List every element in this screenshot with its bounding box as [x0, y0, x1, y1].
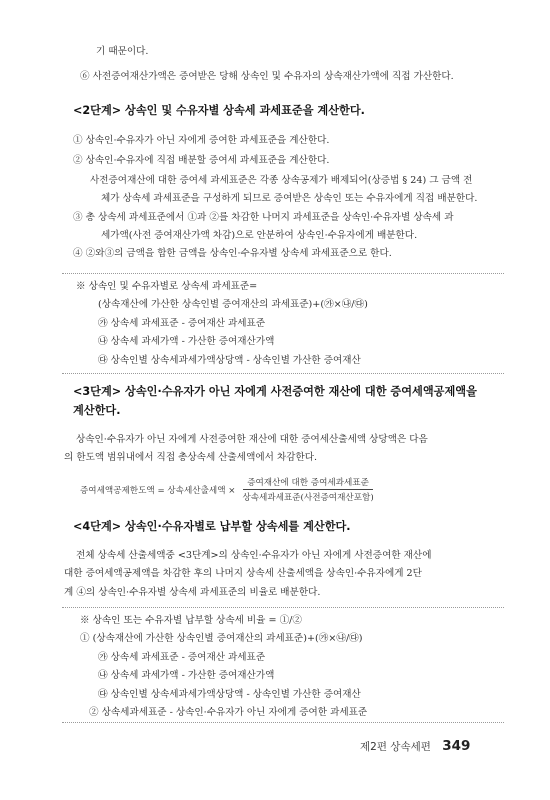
note-line: ㉮ 상속세 과세표준 - 증여재산 과세표준 [98, 318, 266, 329]
note-line: ㉮ 상속세 과세표준 - 증여재산 과세표준 [98, 652, 266, 663]
note-line: ㉰ 상속인별 상속세과세가액상당액 - 상속인별 가산한 증여재산 [98, 355, 361, 366]
section-heading-step3-cont: 계산한다. [73, 404, 121, 417]
formula-numerator: 증여재산에 대한 증여세과세표준 [243, 476, 373, 490]
section-heading-step4: <4단계> 상속인·수유자별로 납부할 상속세를 계산한다. [73, 520, 351, 533]
note-line: ※ 상속인 및 수유자별로 상속세 과세표준= [76, 281, 258, 292]
note-line: ㉯ 상속세 과세가액 - 가산한 증여재산가액 [98, 670, 275, 681]
section-heading-step3: <3단계> 상속인·수유자가 아닌 자에게 사전증여한 재산에 대한 증여세액공제액을 [73, 385, 477, 398]
page-number: 349 [442, 738, 471, 754]
text-line: ④ ②와③의 금액을 합한 금액을 상속인·수유자별 상속세 과세표준으로 한다. [73, 248, 392, 259]
text-line: 세가액(사전 증여재산가액 차감)으로 안분하여 상속인·수유자에게 배분한다. [101, 230, 418, 241]
text-line: 상속인·수유자가 아닌 자에게 사전증여한 재산에 대한 증여세산출세액 상당액은 다음 [76, 434, 428, 445]
text-line: 대한 증여세액공제액을 차감한 후의 나머지 상속세 산출세액을 상속인·수유자에게 2단 [64, 568, 422, 579]
formula-lhs: 증여세액공제한도액 = 상속세산출세액 × [80, 485, 236, 496]
footer-section: 제2편 상속세편 [360, 741, 431, 753]
page-footer [360, 738, 470, 754]
deduction-limit-formula [80, 476, 378, 503]
text-line: 사전증여재산에 대한 증여세 과세표준은 각종 상속공제가 배제되어(상증법 § 24) 그 금액 전 [90, 175, 473, 186]
text-line: 의 한도액 범위내에서 직접 총상속세 산출세액에서 차감한다. [64, 452, 318, 463]
text-line: 계 ④의 상속인·수유자별 상속세 과세표준의 비율로 배분한다. [64, 587, 321, 598]
note-line: ② 상속세과세표준 - 상속인·수유자가 아닌 자에게 증여한 과세표준 [89, 707, 368, 718]
section-heading-step2: <2단계> 상속인 및 수유자별 상속세 과세표준을 계산한다. [73, 104, 365, 117]
text-line: 기 때문이다. [96, 46, 149, 57]
text-line: ② 상속인·수유자에 직접 배분할 증여세 과세표준을 계산한다. [73, 155, 330, 166]
note-line: (상속재산에 가산한 상속인별 증여재산의 과세표준)+(㉮×㉯/㉰) [98, 299, 368, 310]
text-line: ⑥ 사전증여재산가액은 증여받은 당해 상속인 및 수유자의 상속재산가액에 직접 가산한다. [80, 71, 454, 82]
note-line: ※ 상속인 또는 수유자별 납부할 상속세 비율 = ①/② [80, 615, 302, 626]
formula-fraction [238, 476, 377, 503]
note-line: ① (상속재산에 가산한 상속인별 증여재산의 과세표준)+(㉮×㉯/㉰) [80, 633, 363, 644]
formula-denominator: 상속세과세표준(사전증여재산포함) [242, 493, 374, 503]
text-line: 전체 상속세 산출세액중 <3단계>의 상속인·수유자가 아닌 자에게 사전증여한 재산에 [76, 550, 432, 561]
text-line: ① 상속인·수유자가 아닌 자에게 증여한 과세표준을 계산한다. [73, 135, 330, 146]
text-line: ③ 총 상속세 과세표준에서 ①과 ②를 차감한 나머지 과세표준을 상속인·수유자별 상속세 과 [73, 212, 454, 223]
note-line: ㉰ 상속인별 상속세과세가액상당액 - 상속인별 가산한 증여재산 [98, 689, 361, 700]
text-line: 체가 상속세 과세표준을 구성하게 되므로 증여받은 상속인 또는 수유자에게 직접 배분한다. [101, 193, 478, 204]
note-line: ㉯ 상속세 과세가액 - 가산한 증여재산가액 [98, 336, 275, 347]
